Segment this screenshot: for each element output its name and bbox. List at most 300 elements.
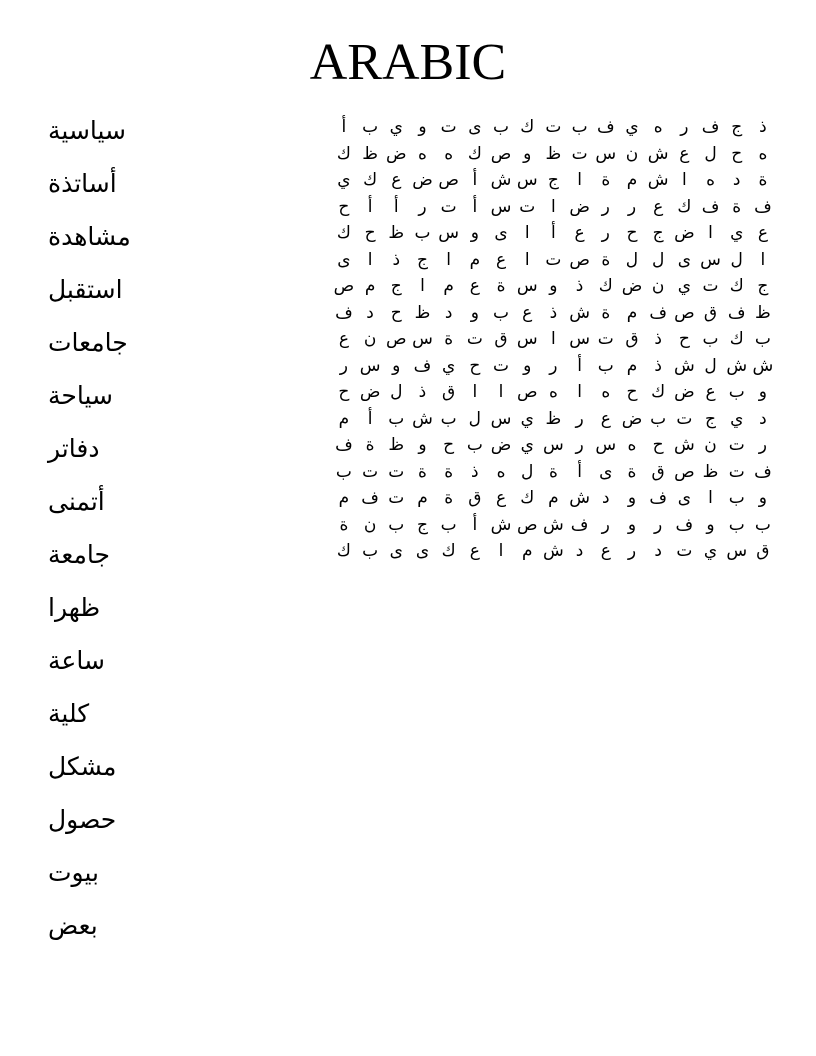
word-list-item: أساتذة [48,169,117,198]
grid-cell: ض [621,276,643,296]
grid-cell: ذ [549,302,558,323]
grid-cell: ض [412,170,433,190]
grid-row [230,432,776,459]
grid-cell: ش [490,514,512,535]
grid-cell: ح [338,196,350,217]
grid-cell: س [516,329,538,349]
grid-cell: أ [551,223,556,243]
grid-cell: و [627,514,637,535]
grid-cell: ى [677,249,691,270]
grid-cell: ت [597,329,614,349]
grid-cell: ا [760,249,766,270]
grid-cell: ع [495,488,507,508]
page-title: ARABIC [309,34,507,91]
grid-cell: ك [336,143,351,164]
grid-row [230,114,776,141]
grid-cell: ع [495,249,507,270]
grid-cell: ر [758,435,768,455]
grid-cell: ظ [414,302,431,323]
grid-cell: ش [569,302,590,323]
grid-cell: ظ [388,223,405,243]
grid-cell: ب [440,514,457,535]
word-list-item: ظهرا [48,593,101,622]
grid-cell: د [601,488,610,508]
grid-cell: ل [651,249,665,270]
grid-cell: ب [388,514,405,535]
grid-cell: و [758,382,768,402]
grid-row [230,406,776,433]
grid-cell: ف [727,302,746,323]
grid-cell: ك [363,170,378,190]
grid-cell: و [470,302,479,323]
grid-row [230,167,776,194]
grid-cell: ت [493,355,510,376]
grid-cell: ك [520,117,535,137]
grid-cell: ح [364,223,376,243]
grid-cell: ص [674,302,695,323]
grid-cell: ه [496,461,506,482]
grid-cell: ك [651,382,666,402]
grid-cell: ب [493,117,510,137]
grid-cell: ك [598,276,613,296]
grid-cell: ض [674,382,695,402]
grid-cell: ه [601,382,611,402]
grid-cell: ت [676,541,693,561]
grid-cell: ر [627,541,637,561]
grid-cell: ا [708,223,713,243]
grid-cell: ح [626,223,638,243]
grid-cell: ص [516,382,538,402]
grid-cell: ش [726,355,748,376]
grid-cell: أ [577,355,582,376]
grid-cell: ح [626,382,638,402]
grid-cell: و [706,514,715,535]
grid-cell: ت [545,117,562,137]
grid-cell: ي [337,170,351,190]
grid-cell: ر [418,196,427,217]
grid-cell: ج [731,117,743,137]
grid-cell: ي [730,408,744,429]
grid-cell: ذ [418,382,427,402]
grid-cell: ى [677,488,691,508]
grid-row [230,273,776,300]
grid-cell: ذ [392,249,401,270]
grid-cell: ق [651,461,665,482]
grid-cell: ي [677,276,691,296]
grid-cell: د [732,170,741,190]
grid-row [230,485,776,512]
grid-cell: ع [705,382,716,402]
grid-cell: ل [730,249,743,270]
grid-row [230,538,776,565]
grid-cell: ك [729,329,744,349]
grid-cell: م [626,302,638,323]
grid-cell: س [569,329,590,349]
grid-cell: ر [549,355,558,376]
grid-cell: ت [466,329,483,349]
grid-cell: ا [498,382,504,402]
grid-cell: ا [524,223,530,243]
grid-cell: ش [673,355,695,376]
word-list-item: ساعة [48,646,105,675]
grid-cell: ا [498,541,504,561]
grid-cell: ع [522,302,533,323]
grid-cell: ا [472,382,478,402]
grid-cell: ع [469,541,480,561]
grid-cell: ق [442,382,456,402]
grid-cell: ص [386,329,407,349]
grid-cell: س [516,170,538,190]
grid-cell: ب [754,329,771,349]
grid-cell: س [595,143,617,164]
grid-cell: ي [625,117,639,137]
grid-row [230,194,776,221]
grid-row [230,220,776,247]
grid-cell: ب [335,461,352,482]
grid-cell: م [548,488,559,508]
grid-cell: ر [627,196,637,217]
grid-cell: ح [678,329,690,349]
grid-cell: ص [490,143,512,164]
grid-cell: أ [367,196,373,217]
grid-cell: ف [649,488,667,508]
grid-cell: ى [494,223,508,243]
grid-cell: ا [524,249,530,270]
word-list-item: جامعات [48,328,128,357]
grid-cell: ف [596,117,615,137]
grid-cell: ع [469,276,480,296]
grid-cell: ف [335,435,353,455]
grid-cell: م [626,355,638,376]
grid-cell: ى [415,541,430,561]
grid-cell: ح [443,435,455,455]
grid-cell: د [759,408,767,429]
grid-cell: ه [758,143,768,164]
grid-cell: ذ [471,461,479,482]
grid-cell: ص [674,461,695,482]
grid-cell: ض [621,408,643,429]
grid-cell: ى [599,461,613,482]
grid-cell: ا [681,170,687,190]
grid-cell: ة [601,249,611,270]
grid-cell: ب [728,382,745,402]
grid-cell: ض [359,382,381,402]
grid-cell: م [364,276,376,296]
grid-cell: ت [388,488,405,508]
word-list-item: أتمنى [48,487,105,516]
grid-cell: ة [496,276,506,296]
grid-row [230,459,776,486]
grid-cell: ش [673,435,695,455]
grid-cell: ق [703,302,718,323]
word-list-item: سياسية [48,116,127,145]
grid-cell: و [549,276,558,296]
grid-cell: ش [490,170,512,190]
grid-cell: ي [520,408,534,429]
grid-cell: ة [758,170,768,190]
grid-cell: ج [547,170,559,190]
grid-cell: ى [337,249,351,270]
grid-cell: ن [363,329,377,349]
grid-row [230,247,776,274]
grid-cell: ى [468,117,482,137]
grid-cell: ج [652,223,664,243]
grid-cell: أ [341,117,347,137]
letter-grid [230,114,776,565]
grid-cell: ق [494,329,508,349]
grid-cell: ذ [654,355,662,376]
grid-cell: ش [569,488,590,508]
grid-cell: و [418,435,427,455]
grid-cell: ه [418,143,427,164]
grid-cell: ب [597,355,614,376]
grid-cell: ف [361,488,379,508]
grid-cell: ص [438,170,459,190]
grid-cell: ب [728,514,745,535]
grid-row [230,141,776,168]
word-list-item: حصول [48,805,117,834]
grid-cell: م [521,541,533,561]
grid-cell: ك [441,541,456,561]
grid-cell: ظ [362,143,378,164]
grid-cell: ة [444,488,454,508]
grid-cell: و [627,488,637,508]
grid-cell: ا [367,249,373,270]
grid-cell: ن [704,435,717,455]
grid-cell: ف [675,514,694,535]
grid-cell: ي [703,541,718,561]
grid-cell: ظ [702,461,719,482]
grid-cell: ص [333,276,355,296]
grid-cell: ب [466,435,483,455]
grid-cell: ة [444,461,454,482]
grid-cell: ب [440,408,457,429]
grid-cell: ض [490,435,512,455]
grid-cell: ت [362,461,379,482]
grid-cell: ف [754,461,772,482]
grid-cell: ح [338,382,350,402]
grid-cell: ف [649,302,667,323]
grid-cell: ق [468,488,482,508]
grid-cell: ع [338,329,349,349]
grid-row [230,512,776,539]
grid-cell: أ [393,196,399,217]
grid-cell: ت [728,435,745,455]
grid-cell: ظ [545,408,562,429]
grid-cell: ع [600,541,611,561]
grid-cell: و [523,355,532,376]
grid-cell: ة [444,329,454,349]
grid-cell: ر [654,514,663,535]
grid-cell: د [444,302,453,323]
grid-cell: ن [651,276,665,296]
grid-cell: س [490,408,512,429]
grid-cell: ب [702,329,719,349]
grid-cell: ي [442,355,456,376]
grid-cell: ظ [545,143,562,164]
grid-cell: ا [551,196,556,217]
grid-cell: ا [577,170,582,190]
grid-cell: ق [625,329,639,349]
grid-cell: س [412,329,433,349]
word-list-item: كلية [48,699,90,728]
grid-cell: م [338,408,350,429]
grid-cell: ل [468,408,482,429]
grid-cell: و [418,117,427,137]
grid-cell: ض [674,223,695,243]
grid-cell: ذ [759,117,767,137]
word-list-item: استقبل [48,275,123,304]
word-list [48,104,198,952]
grid-cell: م [338,488,350,508]
word-list-item: دفاتر [48,434,100,463]
grid-cell: ل [704,355,717,376]
grid-cell: س [726,541,748,561]
grid-row [230,353,776,380]
grid-cell: س [700,249,721,270]
grid-cell: ظ [755,302,771,323]
grid-cell: د [654,541,662,561]
grid-cell: ص [569,249,590,270]
grid-cell: ج [705,408,717,429]
grid-cell: ت [519,196,536,217]
grid-cell: ل [390,382,403,402]
grid-row [230,379,776,406]
grid-cell: ت [440,117,457,137]
grid-cell: ر [601,514,610,535]
grid-cell: ت [545,249,562,270]
grid-cell: ف [335,302,353,323]
grid-cell: س [516,276,538,296]
grid-cell: ر [601,223,610,243]
grid-cell: ج [416,514,428,535]
word-list-item: سياحة [48,381,113,410]
grid-cell: ه [706,170,715,190]
grid-cell: و [523,143,532,164]
grid-cell: ش [412,408,433,429]
grid-cell: د [575,541,584,561]
grid-cell: أ [472,170,478,190]
grid-cell: س [595,435,617,455]
grid-cell: ة [339,514,349,535]
grid-cell: ى [389,541,403,561]
grid-cell: أ [577,461,582,482]
grid-cell: ت [702,276,719,296]
grid-cell: ب [728,488,745,508]
grid-cell: ة [732,196,742,217]
grid-cell: و [758,488,768,508]
grid-cell: ب [493,302,510,323]
grid-cell: ض [569,196,590,217]
grid-cell: س [359,355,381,376]
grid-cell: ا [446,249,452,270]
grid-cell: ا [551,329,556,349]
grid-cell: ن [363,514,377,535]
grid-cell: ت [676,408,693,429]
grid-cell: ف [413,355,432,376]
grid-cell: ت [440,196,457,217]
grid-cell: ل [625,249,639,270]
grid-cell: م [626,170,638,190]
grid-cell: ة [601,302,611,323]
grid-cell: ع [574,223,585,243]
grid-cell: ب [362,541,379,561]
word-list-item: مشكل [48,752,117,781]
grid-cell: ك [729,276,744,296]
grid-cell: أ [472,514,478,535]
grid-cell: ا [420,276,425,296]
grid-cell: ل [704,143,717,164]
grid-cell: ع [600,408,611,429]
grid-cell: و [392,355,401,376]
grid-cell: ب [414,223,431,243]
grid-cell: ص [516,514,538,535]
word-list-item: بيوت [48,858,99,887]
grid-cell: ة [627,461,637,482]
grid-cell: ه [653,117,663,137]
grid-cell: ح [390,302,402,323]
grid-cell: ا [577,382,582,402]
grid-cell: س [490,196,512,217]
grid-cell: ع [391,170,402,190]
grid-cell: ي [730,223,744,243]
grid-cell: ة [365,435,375,455]
grid-cell: ب [362,117,379,137]
grid-cell: ه [627,435,637,455]
grid-cell: ب [571,117,588,137]
grid-cell: ح [469,355,481,376]
grid-cell: ش [543,541,564,561]
grid-cell: ي [389,117,403,137]
word-list-item: بعض [48,911,98,940]
grid-cell: ش [543,514,564,535]
grid-cell: ش [752,355,774,376]
grid-cell: ا [708,488,713,508]
grid-cell: ك [520,488,535,508]
grid-cell: ش [647,143,669,164]
grid-cell: ر [339,355,349,376]
grid-cell: س [543,435,564,455]
grid-cell: أ [472,196,478,217]
grid-cell: ك [336,223,351,243]
grid-cell: ر [680,117,689,137]
word-list-item: مشاهدة [48,222,131,251]
grid-cell: ب [388,408,405,429]
grid-cell: س [438,223,460,243]
grid-cell: م [443,276,454,296]
grid-cell: ض [386,143,407,164]
grid-cell: ر [575,408,584,429]
grid-cell: أ [367,408,373,429]
grid-cell: ج [757,276,769,296]
grid-cell: م [469,249,481,270]
grid-cell: ه [444,143,454,164]
grid-cell: م [417,488,428,508]
grid-cell: ف [570,514,589,535]
grid-cell: د [366,302,374,323]
grid-cell: ت [728,461,745,482]
grid-cell: ب [650,408,667,429]
grid-cell: ذ [654,329,662,349]
grid-cell: ح [731,143,743,164]
grid-cell: ك [467,143,482,164]
grid-cell: ة [548,461,558,482]
grid-cell: ج [416,249,428,270]
grid-cell: ر [575,435,584,455]
grid-cell: ظ [388,435,405,455]
grid-cell: ل [521,461,534,482]
grid-cell: ذ [575,276,584,296]
